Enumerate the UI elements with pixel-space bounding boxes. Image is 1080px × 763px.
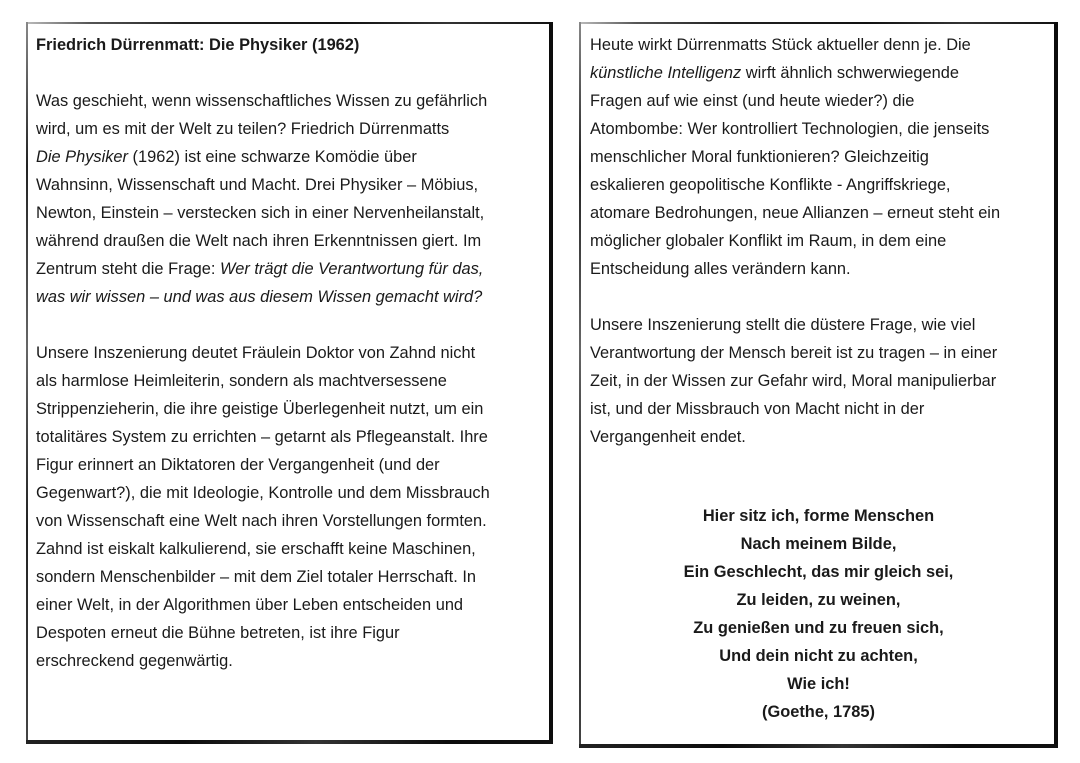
text-line: von Wissenschaft eine Welt nach ihren Vorstellungen formten. [36,512,487,530]
text-line: Was geschieht, wenn wissenschaftliches Wissen zu gefährlich [36,92,488,110]
text-line [36,143,490,171]
left-panel-content [36,31,490,675]
panel-border-bottom [26,740,553,744]
text-line: möglicher globaler Konflikt im Raum, in dem eine [590,232,947,250]
text-line [590,59,1000,87]
text-line: Zahnd ist eiskalt kalkulierend, sie erschafft keine Maschinen, [36,540,476,558]
text-line: menschlicher Moral funktionieren? Gleichzeitig [590,148,929,166]
spacer [36,311,490,339]
text-line: Figur erinnert an Diktatoren der Vergangenheit (und der [36,456,440,474]
text-line: Unsere Inszenierung stellt die düstere Frage, wie viel [590,316,976,334]
spacer [36,59,490,87]
poem-line: Ein Geschlecht, das mir gleich sei, [683,563,954,581]
text-line: Fragen auf wie einst (und heute wieder?) die [590,92,915,110]
text-line: Newton, Einstein – verstecken sich in einer Nervenheilanstalt, [36,204,485,222]
text-line: Heute wirkt Dürrenmatts Stück aktueller denn je. Die [590,36,971,54]
text-line: totalitäres System zu errichten – getarnt als Pflegeanstalt. Ihre [36,428,488,446]
text-line: Zeit, in der Wissen zur Gefahr wird, Moral manipulierbar [590,372,997,390]
right-panel-content [590,31,1000,451]
spacer [590,283,1000,311]
text-line: einer Welt, in der Algorithmen über Leben entscheiden und [36,596,464,614]
article-title: Friedrich Dürrenmatt: Die Physiker (1962) [36,36,360,54]
text-line [36,255,490,283]
text-line [36,283,490,311]
relevance-paragraph [590,31,1000,283]
goethe-poem [579,502,1058,726]
intro-paragraph [36,87,490,311]
text-line: Verantwortung der Mensch bereit ist zu tragen – in einer [590,344,998,362]
left-panel [26,22,553,744]
text-line: Vergangenheit endet. [590,428,746,446]
text-fragment: wirft ähnlich schwerwiegende [741,64,959,82]
text-line: Gegenwart?), die mit Ideologie, Kontrolle und dem Missbrauch [36,484,490,502]
panel-border-right [549,22,553,744]
panel-border-left [26,22,28,744]
text-line: atomare Bedrohungen, neue Allianzen – erneut steht ein [590,204,1001,222]
text-line: sondern Menschenbilder – mit dem Ziel totaler Herrschaft. In [36,568,477,586]
right-panel [579,22,1058,748]
poem-line: Zu leiden, zu weinen, [736,591,901,609]
text-line: Atombombe: Wer kontrolliert Technologien, die jenseits [590,120,990,138]
poem-attribution: (Goethe, 1785) [762,703,875,721]
poem-line: Wie ich! [787,675,850,693]
text-line: erschreckend gegenwärtig. [36,652,233,670]
poem-line: Und dein nicht zu achten, [719,647,918,665]
ai-term: künstliche Intelligenz [590,64,742,82]
text-line: als harmlose Heimleiterin, sondern als machtversessene [36,372,447,390]
text-line: Strippenzieherin, die ihre geistige Überlegenheit nutzt, um ein [36,400,484,418]
text-line: Wahnsinn, Wissenschaft und Macht. Drei Physiker – Möbius, [36,176,479,194]
text-line: eskalieren geopolitische Konflikte - Angriffskriege, [590,176,951,194]
text-line: wird, um es mit der Welt zu teilen? Friedrich Dürrenmatts [36,120,450,138]
key-question: Wer trägt die Verantwortung für das, [220,260,484,278]
text-line: Despoten erneut die Bühne betreten, ist ihre Figur [36,624,400,642]
text-fragment: (1962) ist eine schwarze Komödie über [128,148,417,166]
panel-border-top [579,22,1058,24]
text-line: ist, und der Missbrauch von Macht nicht in der [590,400,925,418]
play-title: Die Physiker [36,148,128,166]
text-fragment: Zentrum steht die Frage: [36,260,221,278]
poem-line: Zu genießen und zu freuen sich, [693,619,944,637]
poem-line: Nach meinem Bilde, [740,535,897,553]
question-paragraph [590,311,1000,451]
panel-border-top [26,22,553,24]
panel-border-bottom [579,744,1058,748]
interpretation-paragraph [36,339,490,675]
key-question-continued: was wir wissen – und was aus diesem Wissen gemacht wird? [36,288,483,306]
text-line: während draußen die Welt nach ihren Erkenntnissen giert. Im [36,232,482,250]
poem-line: Hier sitz ich, forme Menschen [702,507,935,525]
text-line: Entscheidung alles verändern kann. [590,260,851,278]
text-line: Unsere Inszenierung deutet Fräulein Doktor von Zahnd nicht [36,344,476,362]
